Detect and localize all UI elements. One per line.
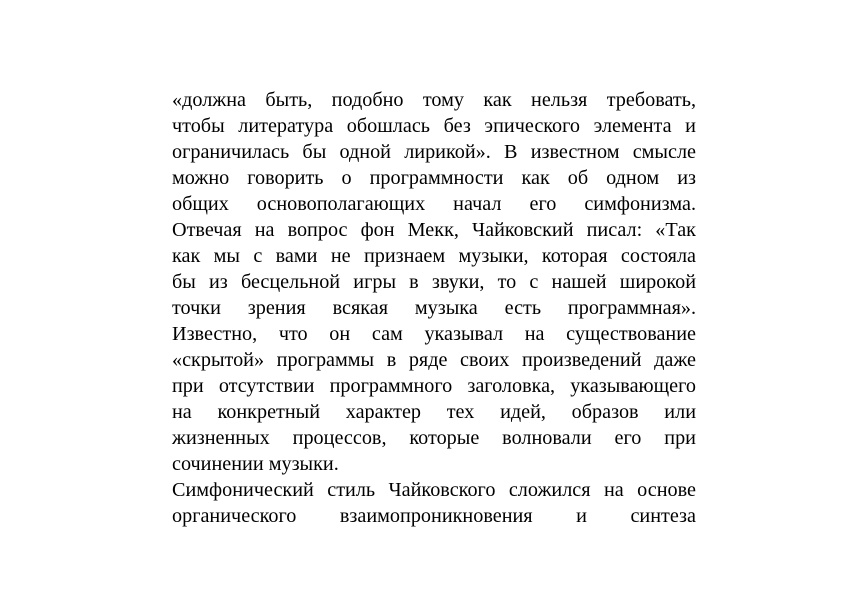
text-line: ограничилась бы одной лирикой». В известном смысле	[172, 141, 696, 163]
text-line: общих основополагающих начал его симфонизма.	[172, 193, 696, 215]
text-line: как мы с вами не признаем музыки, которая состояла	[172, 245, 696, 267]
text-line: можно говорить о программности как об одном из	[172, 167, 696, 189]
text-line: Симфонический стиль Чайковского сложился на основе	[172, 479, 696, 501]
text-line: бы из бесцельной игры в звуки, то с нашей широкой	[172, 271, 696, 293]
text-line: чтобы литература обошлась без эпического элемента и	[172, 115, 696, 137]
text-line: Известно, что он сам указывал на существование	[172, 323, 696, 345]
text-line: точки зрения всякая музыка есть программная».	[172, 297, 696, 319]
text-line: Отвечая на вопрос фон Мекк, Чайковский писал: «Так	[172, 219, 696, 241]
text-line: жизненных процессов, которые волновали его при	[172, 427, 696, 449]
paragraph-1	[172, 87, 696, 477]
document-text	[172, 87, 696, 529]
text-line: «скрытой» программы в ряде своих произведений даже	[172, 349, 696, 371]
text-line: органического взаимопроникновения и синтеза	[172, 505, 696, 527]
text-line: сочинении музыки.	[172, 453, 339, 475]
text-line: «должна быть, подобно тому как нельзя требовать,	[172, 89, 696, 111]
text-line: на конкретный характер тех идей, образов или	[172, 401, 696, 423]
text-line: при отсутствии программного заголовка, указывающего	[172, 375, 696, 397]
paragraph-2	[172, 477, 696, 529]
